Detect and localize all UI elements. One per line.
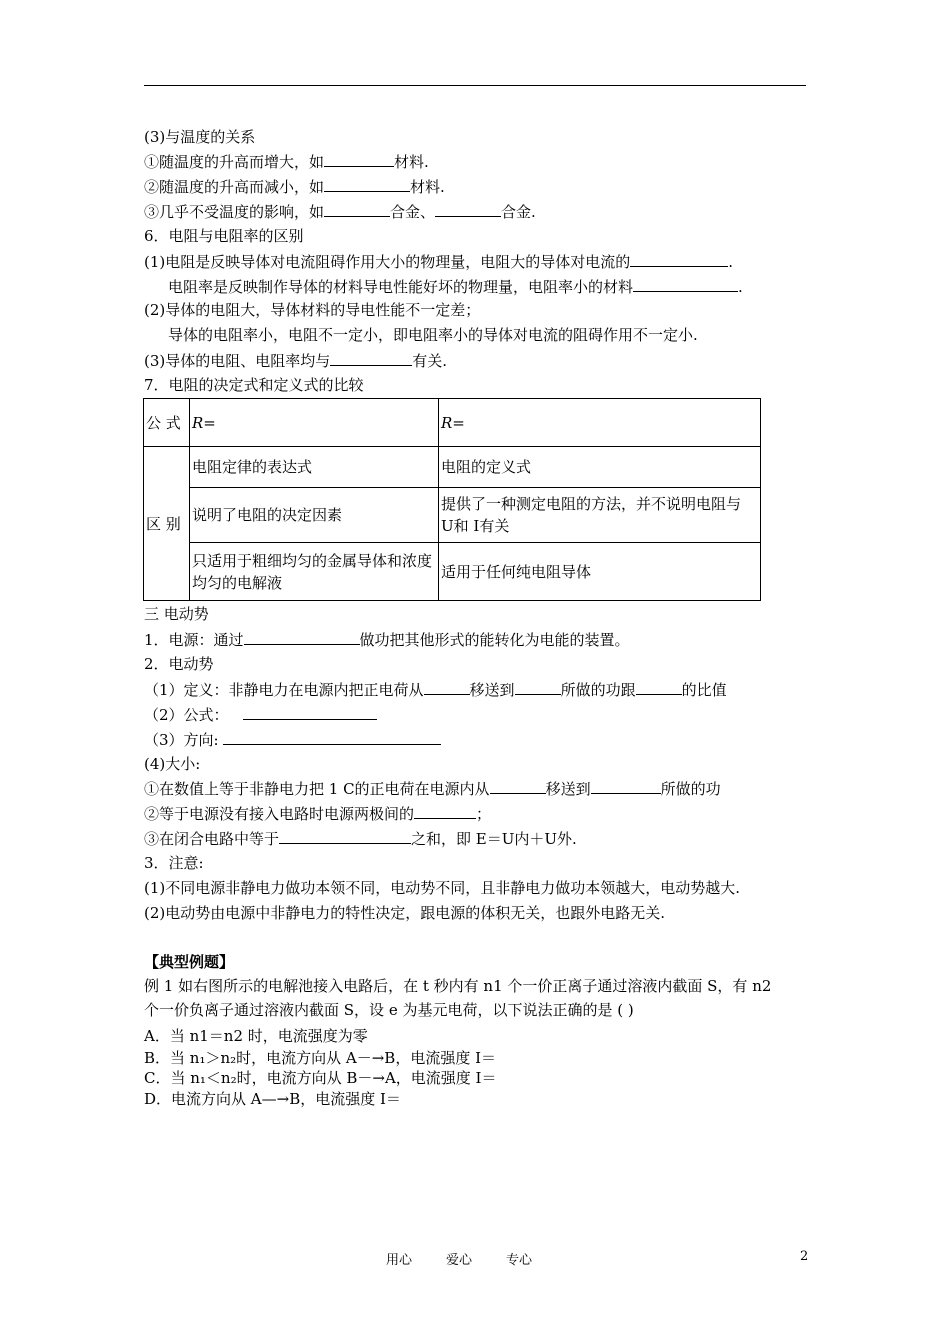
emf-2-4: (4)大小: [144,755,201,773]
section-emf: 三 电动势 [144,605,209,623]
option-d: D．电流方向从 A—→B，电流强度 I＝ [144,1090,401,1108]
blank[interactable] [630,251,728,267]
formula-right: R= [439,399,761,447]
header-rule [144,85,806,86]
blank[interactable] [324,176,410,192]
note-heading: 3．注意: [144,854,204,872]
comparison-table [143,398,761,601]
formula-left: R= [190,399,439,447]
sec3-title: (3)与温度的关系 [144,128,256,146]
footer-text-2: 爱心 [446,1253,473,1268]
table-row [144,488,761,543]
emf-2-1: （1）定义：非静电力在电源内把正电荷从 移送到 所做的功跟 的比值 [144,681,727,699]
blank[interactable] [324,201,390,217]
blank[interactable] [330,350,412,366]
blank[interactable] [279,828,411,844]
blank[interactable] [324,151,394,167]
blank[interactable] [223,729,441,745]
option-b: B．当 n₁＞n₂时，电流方向从 A－→B，电流强度 I＝ [144,1049,497,1067]
table-cell: 电阻的定义式 [439,447,761,488]
examples-title: 【典型例题】 [144,953,235,971]
table-cell: 适用于任何纯电阻导体 [439,543,761,601]
emf-c2: ②等于电源没有接入电路时电源两极间的 ； [144,805,492,823]
example1-line2: 个一价负离子通过溶液内截面 S，设 e 为基元电荷，以下说法正确的是 ( ) [144,1001,634,1019]
emf-2-2: （2）公式： [144,704,377,725]
sec3-item3: ③几乎不受温度的影响，如 合金、 合金. [144,203,536,221]
page-number: 2 [800,1249,809,1264]
formula-label: 公 式 [144,399,190,447]
table-cell: 说明了电阻的决定因素 [190,488,439,543]
diff-label: 区 别 [144,447,190,601]
sec3-item2: ②随温度的升高而减小，如 材料. [144,178,445,196]
option-a: A．当 n1＝n2 时，电流强度为零 [144,1027,368,1045]
para-6-2a: (2)导体的电阻大，导体材料的导电性能不一定差； [144,301,481,319]
table-row [144,543,761,601]
para-6-2b: 导体的电阻率小，电阻不一定小，即电阻率小的导体对电流的阻碍作用不一定小. [168,326,698,344]
option-c: C．当 n₁＜n₂时，电流方向从 B－→A，电流强度 I＝ [144,1069,497,1087]
table-cell: 提供了一种测定电阻的方法，并不说明电阻与 U和 I有关 [439,488,761,543]
blank[interactable] [636,679,682,695]
heading-6: 6．电阻与电阻率的区别 [144,227,304,245]
example1-line1: 例 1 如右图所示的电解池接入电路后，在 t 秒内有 n1 个一价正离子通过溶液内截面 S，有 n2 [144,977,772,995]
emf-c3: ③在闭合电路中等于 之和，即 E＝U内＋U外. [144,830,577,848]
blank[interactable] [414,803,476,819]
blank[interactable] [424,679,470,695]
note-2: (2)电动势由电源中非静电力的特性决定，跟电源的体积无关，也跟外电路无关. [144,904,666,922]
blank[interactable] [515,679,561,695]
footer-text-3: 专心 [506,1253,533,1268]
table-row [144,399,761,447]
table-cell: 电阻定律的表达式 [190,447,439,488]
emf-2-3: （3）方向: [144,729,441,750]
table-row [144,447,761,488]
blank[interactable] [435,201,501,217]
heading-7: 7．电阻的决定式和定义式的比较 [144,376,364,394]
emf-c1: ①在数值上等于非静电力把 1 C的正电荷在电源内从 移送到 所做的功 [144,780,721,798]
blank[interactable] [591,778,661,794]
para-6-1a: (1)电阻是反映导体对电流阻碍作用大小的物理量，电阻大的导体对电流的 . [144,253,734,271]
blank[interactable] [633,276,738,292]
blank[interactable] [490,778,546,794]
note-1: (1)不同电源非静电力做功本领不同，电动势不同，且非静电力做功本领越大，电动势越大. [144,879,741,897]
table-cell: 只适用于粗细均匀的金属导体和浓度均匀的电解液 [190,543,439,601]
emf-2: 2．电动势 [144,655,214,673]
para-6-3: (3)导体的电阻、电阻率均与 有关. [144,352,448,370]
footer-text-1: 用心 [386,1253,413,1268]
emf-1: 1．电源：通过 做功把其他形式的能转化为电能的装置。 [144,631,630,649]
blank[interactable] [243,704,377,720]
blank[interactable] [244,629,360,645]
para-6-1b: 电阻率是反映制作导体的材料导电性能好坏的物理量，电阻率小的材料 . [168,278,743,296]
sec3-item1: ①随温度的升高而增大，如 材料. [144,153,429,171]
